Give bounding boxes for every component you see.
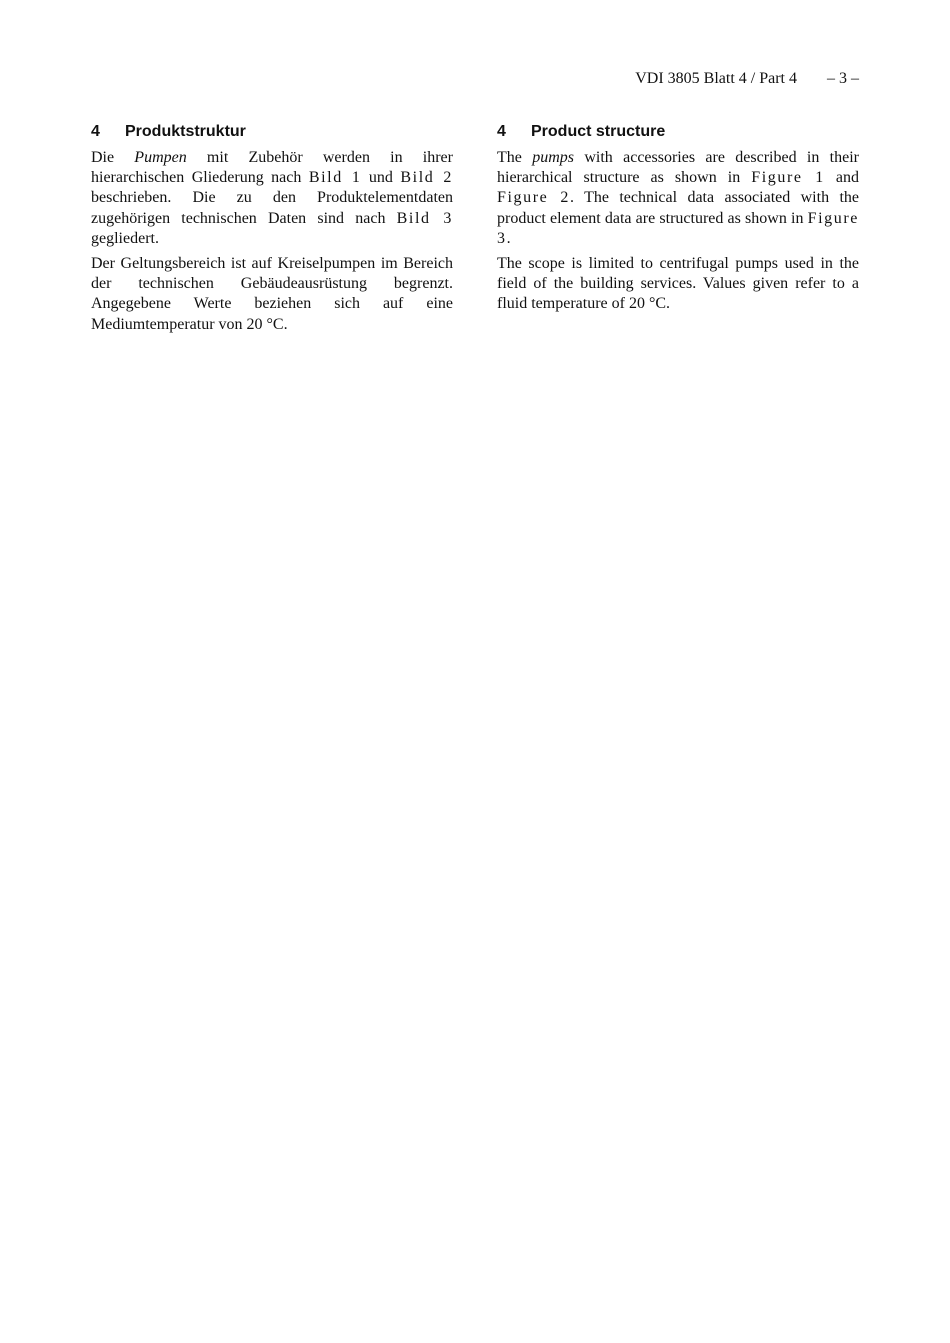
figure-reference: Figure 3: [497, 209, 859, 247]
paragraph-de-1: Die Pumpen mit Zubehör werden in ihrer hierarchischen Gliederung nach Bild 1 und Bild 2 beschrieben. Die zu den Produktelementdaten zugehörigen technischen Daten sind nach Bild 3 gegliedert.: [91, 149, 453, 247]
paragraph-de-2: Der Geltungsbereich ist auf Kreiselpumpen im Bereich der technischen Gebäudeausrüstung begrenzt. Angegebene Werte beziehen sich auf eine Mediumtemperatur von 20 °C.: [91, 255, 453, 333]
figure-reference: Figure 2: [497, 189, 570, 207]
paragraph-en-2: The scope is limited to centrifugal pumps used in the field of the building services. Values given refer to a fluid temperature of 20 °C.: [497, 255, 859, 313]
figure-reference: Bild 2: [400, 169, 453, 187]
section-heading-en: [497, 122, 859, 142]
figure-reference: Figure 1: [751, 169, 825, 187]
running-header: [635, 69, 859, 89]
section-number-en: 4: [497, 123, 506, 140]
term-pumpen: Pumpen: [134, 149, 187, 166]
document-id: VDI 3805 Blatt 4 / Part 4: [635, 70, 797, 87]
section-title-en: Product structure: [531, 123, 666, 140]
paragraph-en-1: The pumps with accessories are described in their hierarchical structure as shown in Figure 1 and Figure 2. The technical data associated with the product element data are structured as shown in Figure 3.: [497, 149, 860, 247]
english-column: [497, 122, 859, 320]
german-column: [91, 122, 453, 340]
section-heading-de: [91, 122, 453, 142]
section-number-de: 4: [91, 123, 100, 140]
figure-reference: Bild 3: [396, 209, 453, 227]
section-title-de: Produktstruktur: [125, 123, 246, 140]
figure-reference: Bild 1: [308, 169, 362, 187]
term-pumps: pumps: [532, 149, 574, 166]
page-number: – 3 –: [827, 70, 859, 87]
